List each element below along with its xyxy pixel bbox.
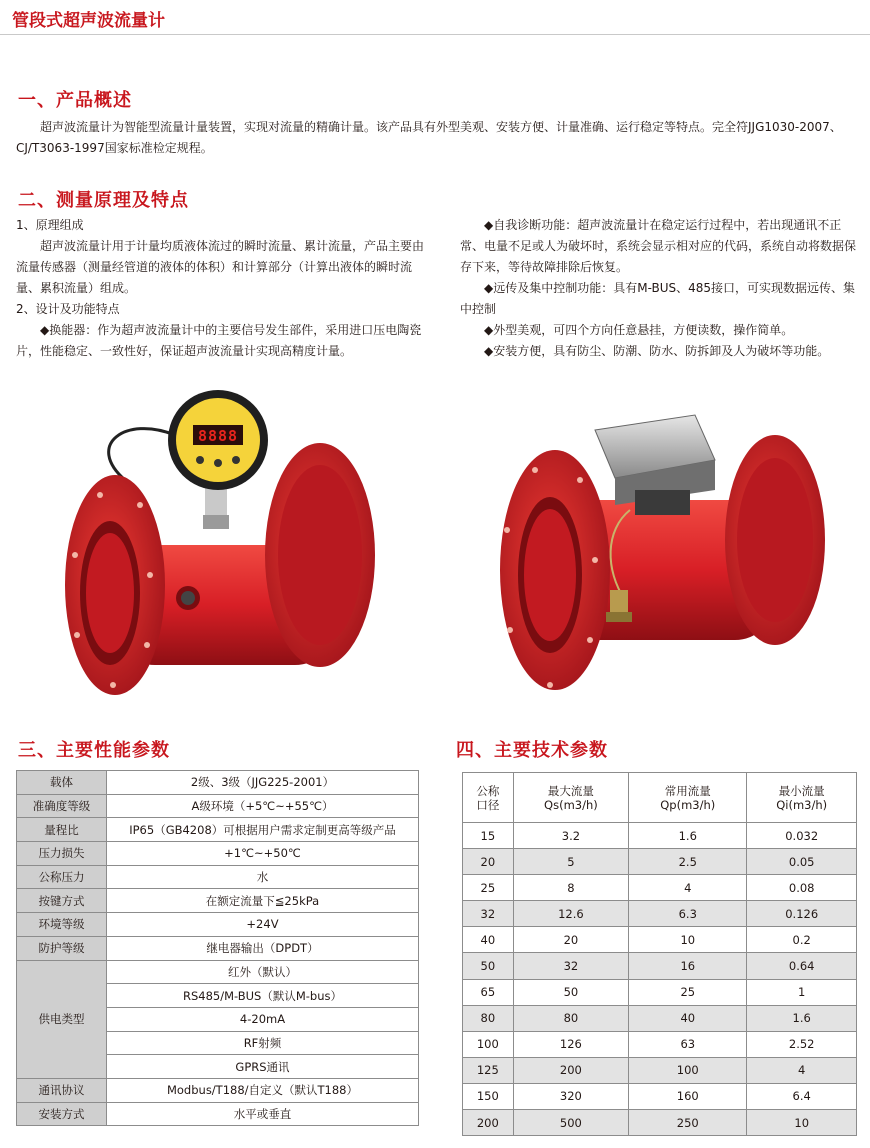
row-value: IP65（GB4208）可根据用户需求定制更高等级产品: [107, 818, 419, 842]
table-row: [463, 979, 857, 1005]
power-type-value: 红外（默认）: [107, 960, 419, 984]
table-cell: 4: [747, 1057, 857, 1083]
column-header: [463, 773, 514, 823]
performance-parameters-table: [16, 770, 419, 1126]
table-cell: 3.2: [513, 823, 628, 849]
column-header-line: Qp(m3/h): [660, 797, 716, 812]
table-row: [17, 771, 419, 795]
row-label: 载体: [17, 771, 107, 795]
section4-heading: 四、主要技术参数: [456, 740, 608, 761]
row-label: 防护等级: [17, 936, 107, 960]
table-cell: 2.52: [747, 1031, 857, 1057]
power-type-value: 4-20mA: [107, 1007, 419, 1031]
row-value: A级环境（+5℃~+55℃）: [107, 794, 419, 818]
table-row: [17, 1102, 419, 1126]
table-cell: 320: [513, 1083, 628, 1109]
row-value: +1℃~+50℃: [107, 842, 419, 866]
table-cell: 10: [629, 927, 747, 953]
section3-heading: 三、主要性能参数: [18, 740, 170, 761]
column-header-line: 口径: [476, 797, 500, 812]
table-cell: 10: [747, 1110, 857, 1136]
power-type-value: GPRS通讯: [107, 1055, 419, 1079]
title-divider: [0, 34, 870, 35]
row-label: 安装方式: [17, 1102, 107, 1126]
table-row: [17, 794, 419, 818]
table-cell: 25: [463, 875, 514, 901]
table-cell: 0.05: [747, 849, 857, 875]
table-row: [17, 842, 419, 866]
table-row: [17, 865, 419, 889]
appearance-bullet: ◆外型美观，可四个方向任意悬挂，方便读数，操作简单。: [484, 323, 794, 337]
table-cell: 15: [463, 823, 514, 849]
row-label: 公称压力: [17, 865, 107, 889]
row-value: 2级、3级（JJG225-2001）: [107, 771, 419, 795]
item2-body: ◆换能器：作为超声波流量计中的主要信号发生部件，采用进口压电陶瓷片，性能稳定、一致性好，保证超声波流量计实现高精度计量。: [16, 323, 422, 358]
table-cell: 200: [463, 1110, 514, 1136]
column-header-line: Qi(m3/h): [776, 797, 828, 812]
document-title: 管段式超声波流量计: [12, 11, 165, 31]
table-cell: 32: [463, 901, 514, 927]
section1-body: 超声波流量计为智能型流量计量装置，实现对流量的精确计量。该产品具有外型美观、安装方便、计量准确、运行稳定等特点。完全符JJG1030-2007、CJ/T3063-1997国家标准检定规程。: [16, 120, 842, 155]
table-cell: 126: [513, 1031, 628, 1057]
table-cell: 6.3: [629, 901, 747, 927]
table-cell: 6.4: [747, 1083, 857, 1109]
table-cell: 200: [513, 1057, 628, 1083]
table-row: [17, 960, 419, 984]
row-value: 水平或垂直: [107, 1102, 419, 1126]
row-label: 环境等级: [17, 913, 107, 937]
table-row: [463, 1083, 857, 1109]
item1-title: 1、原理组成: [16, 218, 84, 232]
table-cell: 65: [463, 979, 514, 1005]
gauge-display-digits: 8888: [197, 427, 239, 445]
column-header-line: 最大流量: [547, 783, 594, 798]
row-value: +24V: [107, 913, 419, 937]
column-header: [629, 773, 747, 823]
table-cell: 32: [513, 953, 628, 979]
column-header: [513, 773, 628, 823]
table-cell: 40: [629, 1005, 747, 1031]
column-header-line: 常用流量: [664, 783, 711, 798]
row-label: 压力损失: [17, 842, 107, 866]
table-row: [463, 1057, 857, 1083]
table-row: [463, 823, 857, 849]
table-cell: 100: [463, 1031, 514, 1057]
table-cell: 0.126: [747, 901, 857, 927]
table-cell: 12.6: [513, 901, 628, 927]
table-row: [17, 1078, 419, 1102]
table-cell: 25: [629, 979, 747, 1005]
table-cell: 20: [513, 927, 628, 953]
table-cell: 0.2: [747, 927, 857, 953]
table-cell: 1.6: [747, 1005, 857, 1031]
table-cell: 100: [629, 1057, 747, 1083]
table-row: [463, 953, 857, 979]
row-value: 继电器输出（DPDT）: [107, 936, 419, 960]
table-row: [17, 889, 419, 913]
table-row: [463, 1031, 857, 1057]
item1-body: 超声波流量计用于计量均质液体流过的瞬时流量、累计流量，产品主要由流量传感器（测量经管道的液体的体积）和计算部分（计算出液体的瞬时流量、累积流量）组成。: [16, 239, 425, 295]
table-cell: 8: [513, 875, 628, 901]
flowmeter-with-box-image: [485, 410, 835, 700]
table-cell: 20: [463, 849, 514, 875]
table-cell: 160: [629, 1083, 747, 1109]
table-cell: 16: [629, 953, 747, 979]
power-type-value: RS485/M-BUS（默认M-bus）: [107, 984, 419, 1008]
column-header-line: 最小流量: [778, 783, 825, 798]
table-row: [17, 913, 419, 937]
table-cell: 4: [629, 875, 747, 901]
section1-heading: 一、产品概述: [18, 90, 132, 111]
table-row: [17, 936, 419, 960]
table-row: [463, 901, 857, 927]
table-row: [463, 1005, 857, 1031]
table-row: [463, 875, 857, 901]
column-header: [747, 773, 857, 823]
table-cell: 50: [463, 953, 514, 979]
table-cell: 40: [463, 927, 514, 953]
column-header-line: Qs(m3/h): [544, 797, 598, 812]
table-cell: 1: [747, 979, 857, 1005]
table-row: [463, 927, 857, 953]
table-cell: 0.032: [747, 823, 857, 849]
self-diagnosis-bullet: ◆自我诊断功能：超声波流量计在稳定运行过程中，若出现通讯不正常、电量不足或人为破坏时，系统会显示相对应的代码，系统自动将数据保存下来，等待故障排除后恢复。: [460, 218, 857, 274]
table-cell: 150: [463, 1083, 514, 1109]
row-value: Modbus/T188/自定义（默认T188）: [107, 1078, 419, 1102]
power-type-value: RF射频: [107, 1031, 419, 1055]
table-cell: 0.08: [747, 875, 857, 901]
power-type-label: 供电类型: [17, 960, 107, 1078]
column-header-line: 公称: [476, 783, 500, 798]
remote-control-bullet: ◆远传及集中控制功能：具有M-BUS、485接口，可实现数据远传、集中控制: [460, 281, 856, 316]
table-cell: 2.5: [629, 849, 747, 875]
section2-left-column: [16, 215, 426, 362]
installation-bullet: ◆安装方便，具有防尘、防潮、防水、防拆卸及人为破坏等功能。: [484, 344, 830, 358]
row-label: 通讯协议: [17, 1078, 107, 1102]
table-cell: 500: [513, 1110, 628, 1136]
row-value: 在额定流量下≦25kPa: [107, 889, 419, 913]
table-row: [463, 849, 857, 875]
row-label: 量程比: [17, 818, 107, 842]
table-cell: 63: [629, 1031, 747, 1057]
table-row: [17, 818, 419, 842]
table-row: [463, 1110, 857, 1136]
table-cell: 80: [463, 1005, 514, 1031]
technical-parameters-table: [462, 772, 857, 1136]
row-label: 按键方式: [17, 889, 107, 913]
table-cell: 125: [463, 1057, 514, 1083]
flowmeter-with-gauge-image: [55, 385, 385, 705]
table-cell: 5: [513, 849, 628, 875]
table-cell: 80: [513, 1005, 628, 1031]
section2-heading: 二、测量原理及特点: [18, 190, 189, 211]
table-cell: 1.6: [629, 823, 747, 849]
table-cell: 50: [513, 979, 628, 1005]
row-label: 准确度等级: [17, 794, 107, 818]
item2-title: 2、设计及功能特点: [16, 302, 120, 316]
section2-right-column: [460, 215, 860, 362]
table-cell: 0.64: [747, 953, 857, 979]
table-cell: 250: [629, 1110, 747, 1136]
row-value: 水: [107, 865, 419, 889]
